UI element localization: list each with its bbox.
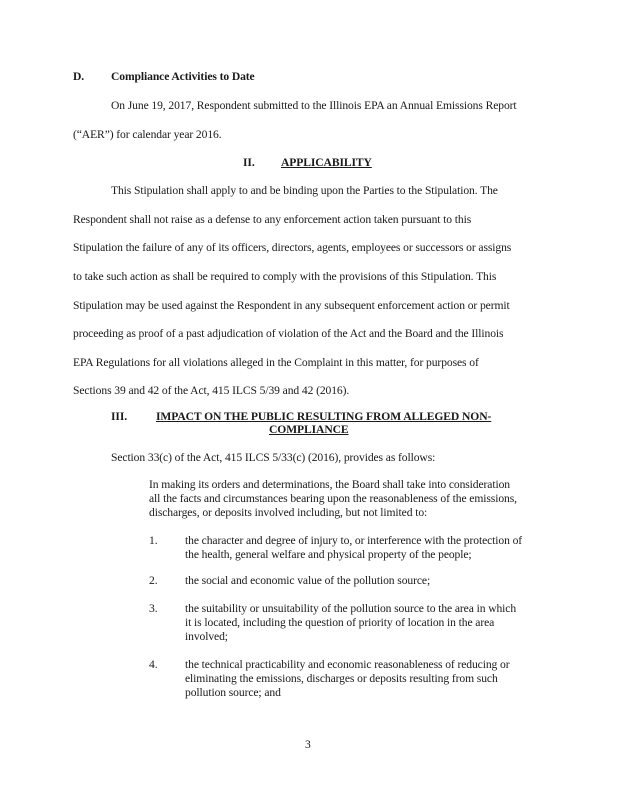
section-ii-line-6: proceeding as proof of a past adjudication of violation of the Act and the Board and the Illinois	[73, 327, 504, 340]
item-3-line-3: involved;	[185, 630, 228, 643]
item-3-number: 3.	[149, 602, 158, 615]
section-iii-numeral: III.	[111, 410, 128, 423]
item-3-line-2: it is located, including the question of priority of location in the area	[185, 616, 495, 629]
page-number: 3	[305, 738, 311, 751]
section-d-title: Compliance Activities to Date	[111, 70, 255, 83]
item-4-line-3: pollution source; and	[185, 686, 281, 699]
section-ii-line-8: Sections 39 and 42 of the Act, 415 ILCS 5/39 and 42 (2016).	[73, 384, 350, 397]
section-ii-line-1: This Stipulation shall apply to and be binding upon the Parties to the Stipulation. The	[111, 184, 498, 197]
section-iii-title-line-1: IMPACT ON THE PUBLIC RESULTING FROM ALLEGED NON-	[156, 410, 492, 423]
quote-line-2: all the facts and circumstances bearing upon the reasonableness of the emissions,	[149, 492, 517, 505]
item-2-line-1: the social and economic value of the pollution source;	[185, 574, 431, 587]
quote-line-1: In making its orders and determinations, the Board shall take into consideration	[149, 478, 510, 491]
item-2-number: 2.	[149, 574, 158, 587]
section-ii-line-4: to take such action as shall be required to comply with the provisions of this Stipulation. This	[73, 270, 497, 283]
section-ii-line-5: Stipulation may be used against the Respondent in any subsequent enforcement action or permit	[73, 299, 510, 312]
item-4-number: 4.	[149, 658, 158, 671]
item-4-line-2: eliminating the emissions, discharges or deposits resulting from such	[185, 672, 498, 685]
section-d-label: D.	[73, 70, 85, 83]
section-ii-line-3: Stipulation the failure of any of its officers, directors, agents, employees or successors or assigns	[73, 241, 512, 254]
section-ii-numeral: II.	[243, 156, 255, 169]
quote-line-3: discharges, or deposits involved including, but not limited to:	[149, 506, 428, 519]
item-1-line-2: the health, general welfare and physical property of the people;	[185, 548, 472, 561]
section-d-para-line-1: On June 19, 2017, Respondent submitted to the Illinois EPA an Annual Emissions Report	[111, 99, 517, 112]
section-ii-title: APPLICABILITY	[281, 156, 372, 169]
section-ii-line-2: Respondent shall not raise as a defense to any enforcement action taken pursuant to this	[73, 213, 472, 226]
section-iii-title-line-2: COMPLIANCE	[269, 423, 349, 436]
item-1-number: 1.	[149, 534, 158, 547]
item-4-line-1: the technical practicability and economic reasonableness of reducing or	[185, 658, 510, 671]
section-iii-intro: Section 33(c) of the Act, 415 ILCS 5/33(c) (2016), provides as follows:	[111, 451, 436, 464]
section-ii-line-7: EPA Regulations for all violations alleged in the Complaint in this matter, for purposes of	[73, 356, 479, 369]
item-1-line-1: the character and degree of injury to, or interference with the protection of	[185, 534, 523, 547]
item-3-line-1: the suitability or unsuitability of the pollution source to the area in which	[185, 602, 517, 615]
section-d-para-line-2: (“AER”) for calendar year 2016.	[73, 128, 222, 141]
